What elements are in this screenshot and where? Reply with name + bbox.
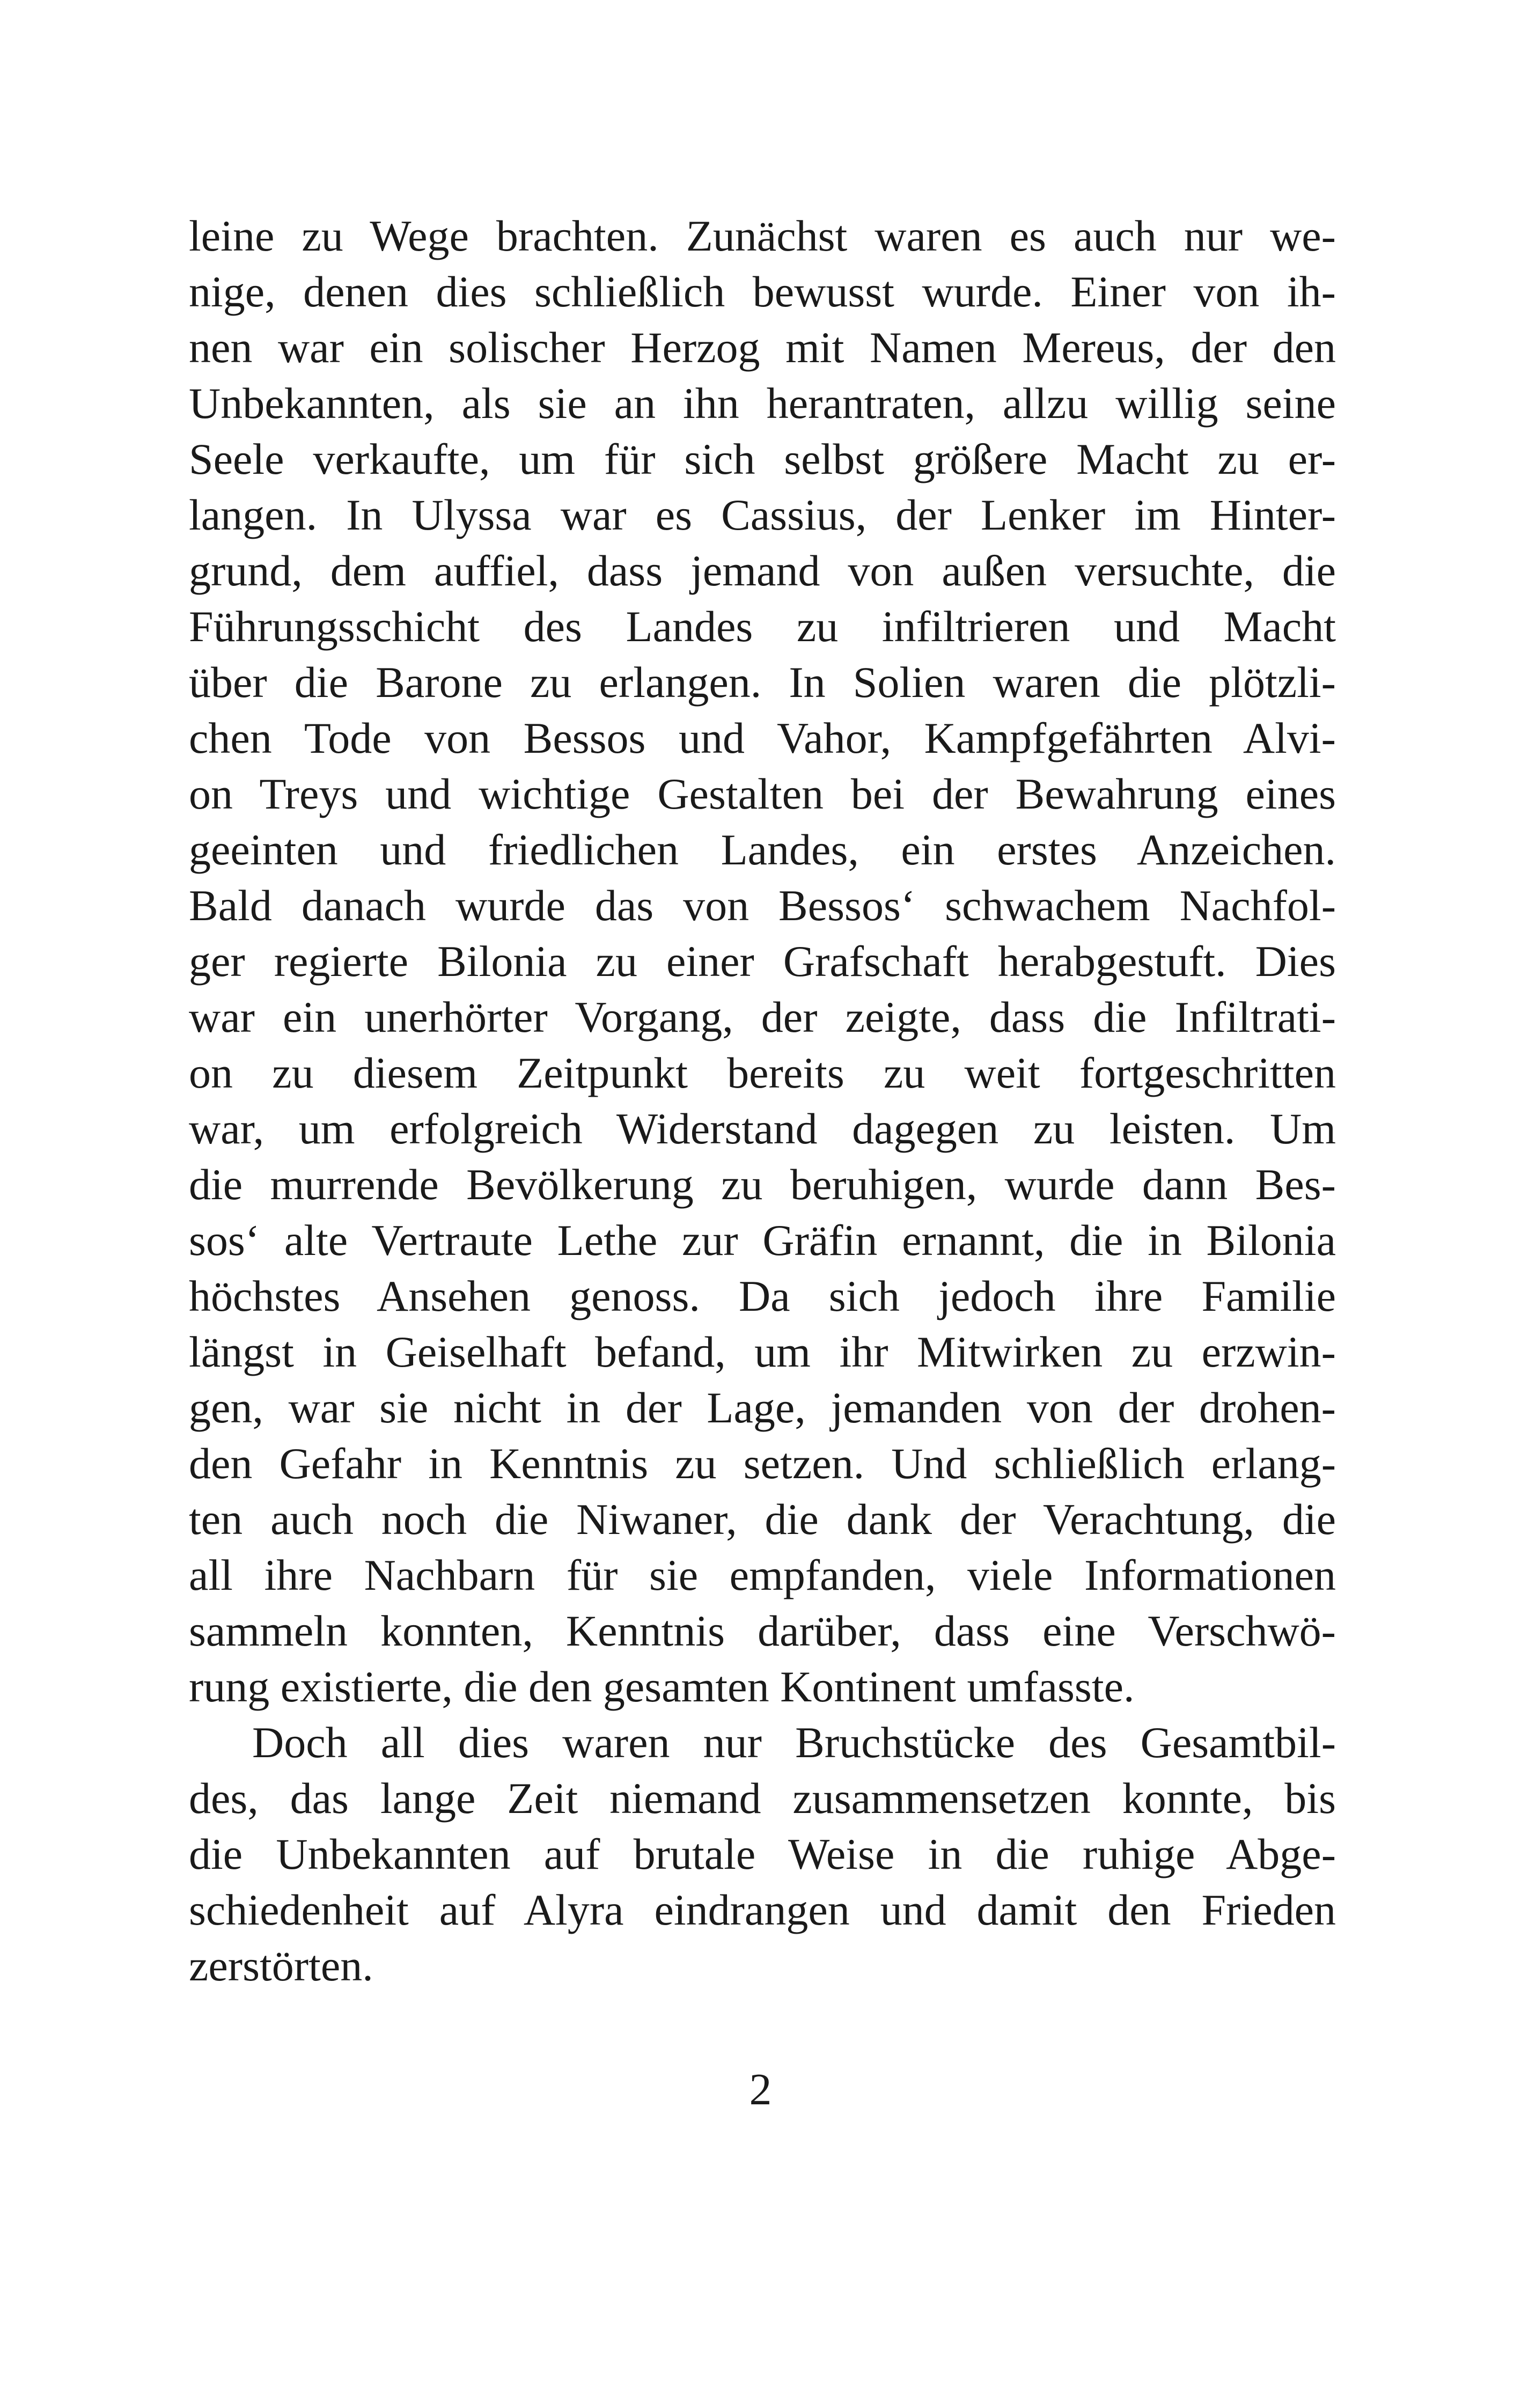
text-line: on zu diesem Zeitpunkt bereits zu weit fortgeschritten	[189, 1048, 1336, 1097]
text-line: die murrende Bevölkerung zu beruhigen, wurde dann Bes-	[189, 1160, 1336, 1209]
text-line: Seele verkaufte, um für sich selbst größere Macht zu er-	[189, 435, 1336, 483]
text-line: längst in Geiselhaft befand, um ihr Mitwirken zu erzwin-	[189, 1327, 1336, 1376]
body-text	[189, 208, 1336, 1994]
text-line: all ihre Nachbarn für sie empfanden, viele Informationen	[189, 1551, 1336, 1599]
text-line: ten auch noch die Niwaner, die dank der Verachtung, die	[189, 1495, 1336, 1544]
page-number: 2	[749, 2065, 772, 2115]
text-line: war, um erfolgreich Widerstand dagegen zu leisten. Um	[189, 1104, 1336, 1153]
text-line: Bald danach wurde das von Bessos‘ schwachem Nachfol-	[189, 881, 1336, 930]
text-line: des, das lange Zeit niemand zusammensetzen konnte, bis	[189, 1774, 1336, 1823]
text-line: ger regierte Bilonia zu einer Grafschaft herabgestuft. Dies	[189, 937, 1336, 986]
text-line: geeinten und friedlichen Landes, ein erstes Anzeichen.	[189, 825, 1336, 874]
text-line: Unbekannten, als sie an ihn herantraten, allzu willig seine	[189, 379, 1336, 428]
text-line: sos‘ alte Vertraute Lethe zur Gräfin ernannt, die in Bilonia	[189, 1216, 1336, 1265]
text-line: die Unbekannten auf brutale Weise in die ruhige Abge-	[189, 1830, 1336, 1878]
text-line: chen Tode von Bessos und Vahor, Kampfgefährten Alvi-	[189, 714, 1336, 762]
text-line: den Gefahr in Kenntnis zu setzen. Und schließlich erlang-	[189, 1439, 1336, 1488]
text-line: war ein unerhörter Vorgang, der zeigte, dass die Infiltrati-	[189, 993, 1336, 1041]
paragraph	[189, 1715, 1336, 1994]
text-line: Führungsschicht des Landes zu infiltrieren und Macht	[189, 602, 1336, 651]
text-line: nige, denen dies schließlich bewusst wurde. Einer von ih-	[189, 267, 1336, 316]
text-line: langen. In Ulyssa war es Cassius, der Lenker im Hinter-	[189, 490, 1336, 539]
text-line: nen war ein solischer Herzog mit Namen Mereus, der den	[189, 323, 1336, 372]
text-line: über die Barone zu erlangen. In Solien waren die plötzli-	[189, 658, 1336, 707]
paragraph	[189, 208, 1336, 1715]
text-line: Doch all dies waren nur Bruchstücke des Gesamtbil-	[252, 1718, 1336, 1767]
text-line: leine zu Wege brachten. Zunächst waren es auch nur we-	[189, 211, 1336, 260]
text-line: sammeln konnten, Kenntnis darüber, dass eine Verschwö-	[189, 1606, 1336, 1655]
text-line: schiedenheit auf Alyra eindrangen und damit den Frieden	[189, 1885, 1336, 1934]
text-line: höchstes Ansehen genoss. Da sich jedoch ihre Familie	[189, 1272, 1336, 1320]
text-line: on Treys und wichtige Gestalten bei der Bewahrung eines	[189, 769, 1336, 818]
text-line: grund, dem auffiel, dass jemand von außen versuchte, die	[189, 546, 1336, 595]
text-line: zerstörten.	[189, 1941, 373, 1990]
text-line: gen, war sie nicht in der Lage, jemanden von der drohen-	[189, 1383, 1336, 1432]
text-line: rung existierte, die den gesamten Kontinent umfasste.	[189, 1662, 1135, 1711]
